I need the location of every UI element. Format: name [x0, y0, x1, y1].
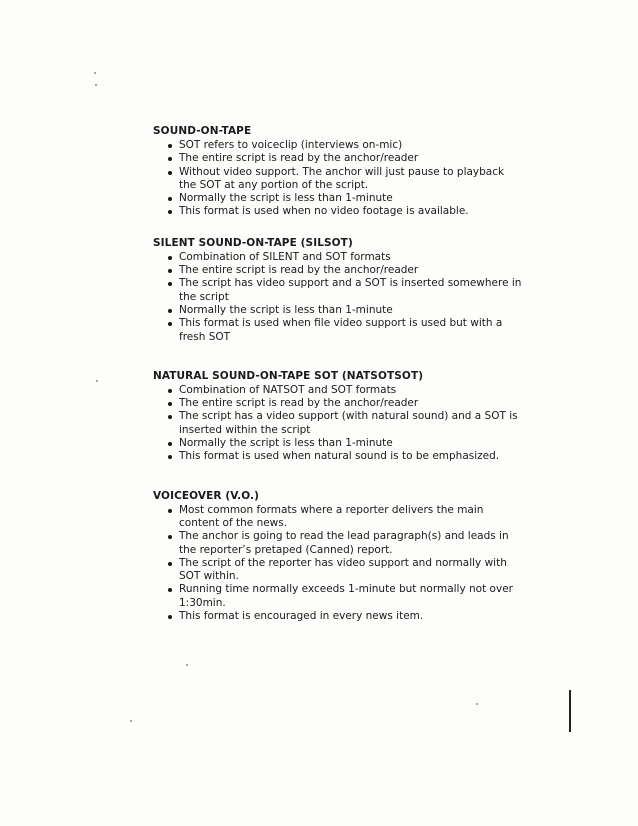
list-item: Without video support. The anchor will just pause to playback the SOT at any portion of the script.	[167, 166, 523, 193]
scan-speck	[186, 664, 188, 666]
list-item: The anchor is going to read the lead paragraph(s) and leads in the reporter’s pretaped (Canned) report.	[167, 530, 523, 557]
section-heading: NATURAL SOUND-ON-TAPE SOT (NATSOTSOT)	[153, 369, 424, 382]
section-voiceover	[153, 490, 523, 624]
margin-mark	[569, 690, 571, 732]
list-item: The script has video support and a SOT is inserted somewhere in the script	[167, 277, 523, 304]
section-heading: SILENT SOUND-ON-TAPE (SILSOT)	[153, 236, 353, 249]
list-item: The script of the reporter has video support and normally with SOT within.	[167, 557, 523, 584]
list-item: SOT refers to voiceclip (interviews on-mic)	[167, 139, 523, 152]
list-item: The entire script is read by the anchor/reader	[167, 264, 523, 277]
scan-speck	[95, 84, 97, 86]
list-item: The entire script is read by the anchor/reader	[167, 397, 523, 410]
section-natsotsot	[153, 370, 523, 464]
list-item: This format is used when file video support is used but with a fresh SOT	[167, 317, 523, 344]
list-item: Running time normally exceeds 1-minute but normally not over 1:30min.	[167, 583, 523, 610]
list-item: The entire script is read by the anchor/reader	[167, 152, 523, 165]
bullet-list	[153, 384, 523, 464]
scan-speck	[130, 720, 132, 722]
list-item: Normally the script is less than 1-minute	[167, 437, 523, 450]
list-item: This format is encouraged in every news item.	[167, 610, 523, 623]
section-heading: VOICEOVER (V.O.)	[153, 489, 259, 502]
scan-speck	[96, 380, 98, 382]
list-item: Most common formats where a reporter delivers the main content of the news.	[167, 504, 523, 531]
list-item: This format is used when natural sound is to be emphasized.	[167, 450, 523, 463]
document-body	[153, 125, 523, 623]
list-item: Normally the script is less than 1-minute	[167, 304, 523, 317]
bullet-list	[153, 251, 523, 344]
list-item: This format is used when no video footage is available.	[167, 205, 523, 218]
scan-speck	[94, 72, 96, 74]
list-item: Combination of NATSOT and SOT formats	[167, 384, 523, 397]
bullet-list	[153, 139, 523, 219]
list-item: Combination of SILENT and SOT formats	[167, 251, 523, 264]
list-item: Normally the script is less than 1-minute	[167, 192, 523, 205]
section-heading: SOUND-ON-TAPE	[153, 125, 252, 137]
section-sound-on-tape	[153, 125, 523, 219]
bullet-list	[153, 504, 523, 624]
scan-speck	[476, 703, 478, 705]
section-silsot	[153, 237, 523, 344]
list-item: The script has a video support (with natural sound) and a SOT is inserted within the script	[167, 410, 523, 437]
